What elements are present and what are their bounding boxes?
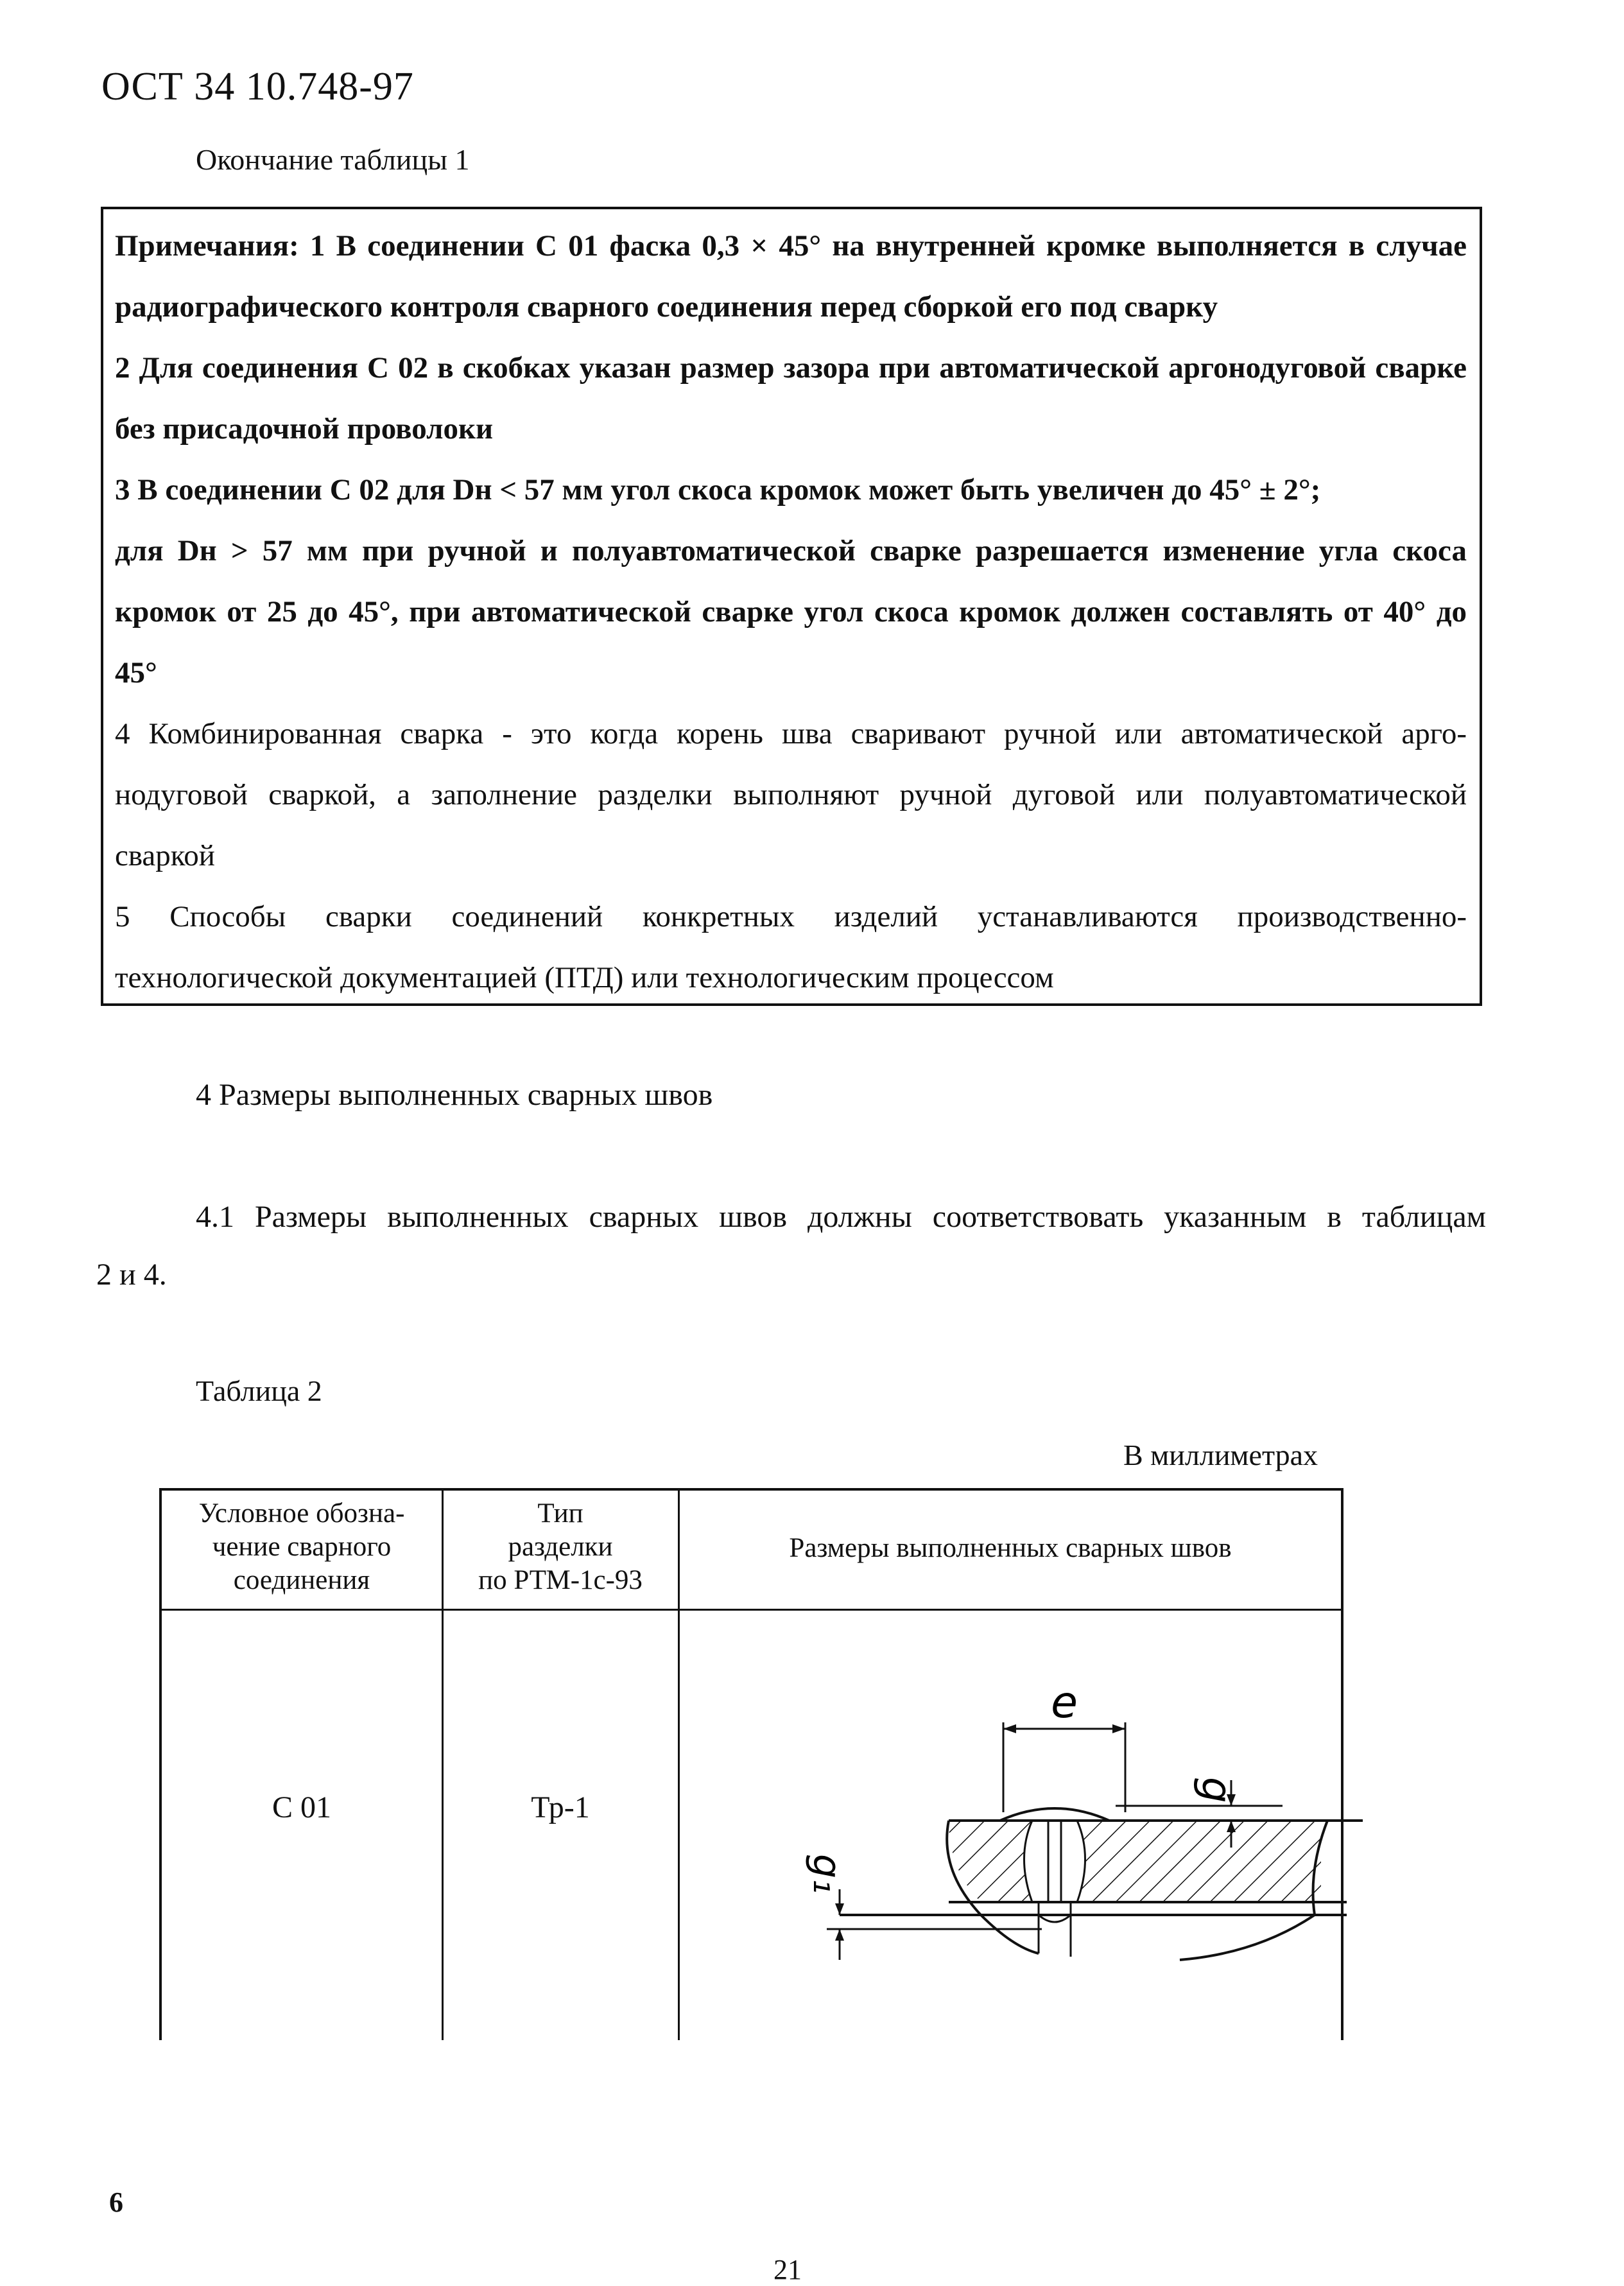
dimension-e <box>1003 1677 1125 1812</box>
table-border-right <box>1341 1488 1343 2040</box>
note-line: сваркой <box>115 839 215 872</box>
cell-designation: С 01 <box>272 1790 331 1824</box>
note-line: кромок от 25 до 45°, при автоматической сварке угол скоса кромок должен составлять от 40° до <box>115 595 1467 628</box>
note-line: нодуговой сваркой, а заполнение разделки выполняют ручной дуговой или полуавтоматической <box>115 778 1467 811</box>
paragraph-4-1-line1: 4.1 Размеры выполненных сварных швов должны соответствовать указанным в таблицам <box>196 1200 1486 1234</box>
paragraph-4-1-line2: 2 и 4. <box>96 1258 167 1292</box>
table-border-top <box>159 1488 1343 1491</box>
header-line: чение сварного <box>212 1532 392 1562</box>
weld-cross-section <box>840 1808 1363 1960</box>
note-line: Примечания: 1 В соединении С 01 фаска 0,3 × 45° на внутренней кромке выполняется в случае <box>115 229 1467 263</box>
note-line: для Dн > 57 мм при ручной и полуавтоматической сварке разрешается изменение угла скоса <box>115 534 1467 567</box>
note-line: 45° <box>115 656 157 689</box>
header-line: по РТМ-1с-93 <box>478 1565 643 1595</box>
table-label: Таблица 2 <box>196 1374 322 1407</box>
header-line: разделки <box>508 1532 613 1562</box>
note-line: 4 Комбинированная сварка - это когда корень шва сваривают ручной или автоматической арго- <box>115 717 1467 750</box>
table-border-left <box>159 1488 162 2040</box>
header-line: Условное обозна- <box>198 1498 405 1528</box>
header-weld-dimensions: Размеры выполненных сварных швов <box>789 1533 1232 1563</box>
table-col-divider-2 <box>678 1488 680 2040</box>
header-groove-type <box>444 1497 677 1597</box>
page-number: 6 <box>109 2186 123 2218</box>
sheet-number: 21 <box>773 2254 802 2285</box>
notes-box <box>101 207 1482 1006</box>
dimension-g-label: g <box>1192 1777 1240 1803</box>
note-line: технологической документацией (ПТД) или технологическим процессом <box>115 961 1054 994</box>
note-line: 5 Способы сварки соединений конкретных изделий устанавливаются производственно- <box>115 900 1467 933</box>
document-code: ОСТ 34 10.748-97 <box>101 65 414 108</box>
note-line: 2 Для соединения С 02 в скобках указан размер зазора при автоматической аргонодуговой сварке <box>115 351 1467 385</box>
note-line: без присадочной проволоки <box>115 412 494 446</box>
header-line: соединения <box>233 1565 370 1595</box>
note-line: радиографического контроля сварного соединения перед сборкой его под сварку <box>115 290 1218 324</box>
table-continuation-label: Окончание таблицы 1 <box>196 143 470 176</box>
dimension-g1-label: g₁ <box>804 1854 849 1894</box>
units-label: В миллиметрах <box>1123 1439 1318 1471</box>
header-line: Тип <box>537 1498 583 1528</box>
table-header-divider <box>159 1609 1343 1611</box>
cell-groove-type: Тр-1 <box>531 1790 590 1824</box>
weld-joint-diagram <box>804 1677 1270 1979</box>
table-col-divider-1 <box>442 1488 444 2040</box>
note-line: 3 В соединении С 02 для Dн < 57 мм угол скоса кромок может быть увеличен до 45° ± 2°; <box>115 473 1321 507</box>
header-designation <box>163 1497 440 1597</box>
table-2 <box>159 1488 1343 2040</box>
section-heading: 4 Размеры выполненных сварных швов <box>196 1078 713 1112</box>
dimension-e-label: e <box>1051 1677 1078 1728</box>
